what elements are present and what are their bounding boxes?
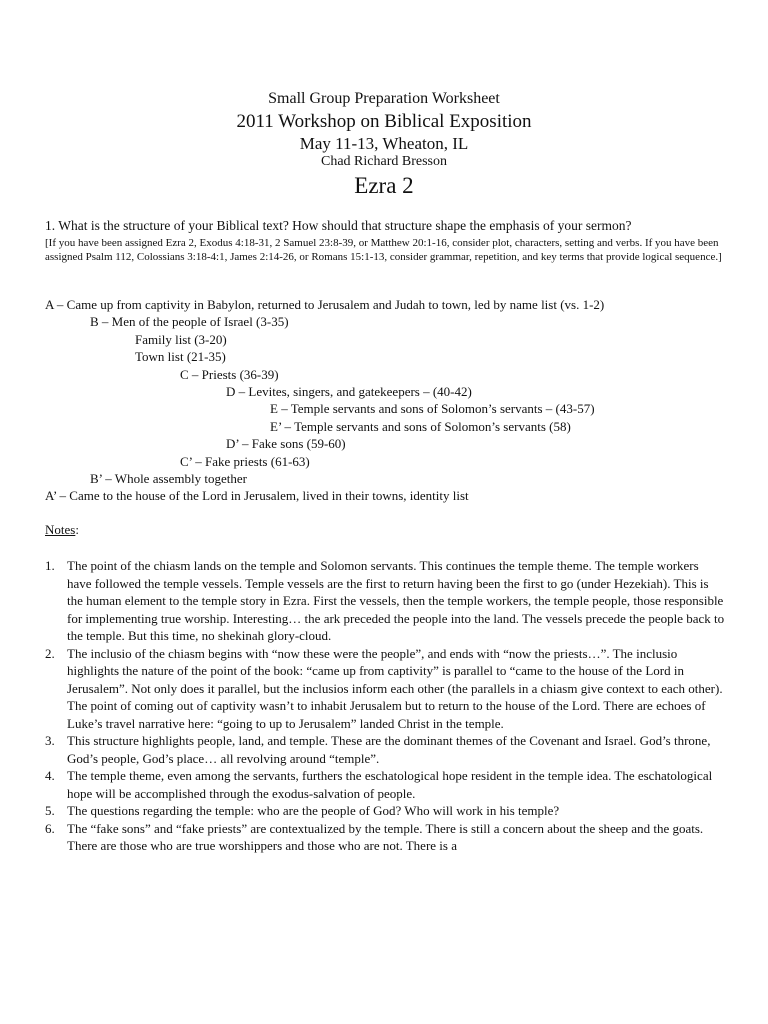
note-item: [45, 767, 725, 802]
chiasm-line: B – Men of the people of Israel (3-35): [90, 314, 289, 330]
chiasm-outline: [45, 296, 765, 505]
note-text: The questions regarding the temple: who are the people of God? Who will work in his temple?: [67, 803, 560, 818]
chiasm-line: E – Temple servants and sons of Solomon’s servants – (43-57): [270, 401, 595, 417]
workshop-date-location: May 11-13, Wheaton, IL: [299, 134, 469, 153]
note-item: [45, 557, 725, 645]
chiasm-line: Town list (21-35): [135, 349, 226, 365]
question-instructions: [If you have been assigned Ezra 2, Exodus 4:18-31, 2 Samuel 23:8-39, or Matthew 20:1-16, consider plot, characters, setting and verbs. If you have been assigned Psalm 112, Colossians 3:18-4:1, James 2:14-26, or Romans 15:1-13, consider grammar, repetition, and key terms that provide logical sequence.]: [45, 237, 722, 264]
author-name: Chad Richard Bresson: [321, 154, 447, 169]
note-text: The temple theme, even among the servants, furthers the eschatological hope resident in the temple idea. The eschatological hope will be accomplished through the exodus-salvation of people.: [67, 768, 713, 801]
chiasm-line: C’ – Fake priests (61-63): [180, 453, 310, 469]
chiasm-line: B’ – Whole assembly together: [90, 470, 247, 486]
note-item: [45, 732, 725, 767]
note-item: [45, 802, 725, 820]
note-number: 1.: [45, 558, 55, 573]
worksheet-title: Small Group Preparation Worksheet: [268, 90, 500, 107]
note-number: 6.: [45, 820, 55, 836]
chiasm-line: Family list (3-20): [135, 331, 227, 347]
question-heading: 1. What is the structure of your Biblical text? How should that structure shape the emphasis of your sermon?: [45, 218, 632, 233]
note-number: 5.: [45, 803, 55, 818]
chiasm-line: A – Came up from captivity in Babylon, returned to Jerusalem and Judah to town, led by name list (vs. 1-2): [45, 297, 605, 312]
chiasm-line: A’ – Came to the house of the Lord in Jerusalem, lived in their towns, identity list: [45, 488, 469, 504]
chiasm-line: D’ – Fake sons (59-60): [226, 436, 346, 452]
passage-title: Ezra 2: [354, 173, 414, 198]
note-item: [45, 645, 725, 733]
chiasm-line: D – Levites, singers, and gatekeepers – (40-42): [226, 383, 472, 399]
note-item: [45, 820, 725, 855]
note-text: The “fake sons” and “fake priests” are contextualized by the temple. There is still a concern about the sheep and the goats. There are those who are true worshippers and those who are not. There is a: [67, 820, 704, 853]
note-number: 4.: [45, 768, 55, 783]
chiasm-line: C – Priests (36-39): [180, 366, 279, 382]
notes-list: [45, 557, 725, 855]
note-number: 3.: [45, 733, 55, 748]
note-text: This structure highlights people, land, and temple. These are the dominant themes of the Covenant and Israel. God’s throne, God’s people, God’s place… all revolving around “temple”.: [67, 733, 711, 766]
workshop-title: 2011 Workshop on Biblical Exposition: [236, 111, 532, 132]
note-number: 2.: [45, 645, 55, 661]
notes-heading-label: Notes: [45, 522, 76, 537]
notes-heading: [45, 522, 79, 538]
notes-heading-colon: :: [75, 522, 79, 537]
note-text: The inclusio of the chiasm begins with “now these were the people”, and ends with “now the priests…”. The inclusio highlights the nature of the point of the book: “came up from captivity” is parallel to “came to the house of the Lord in Jerusalem”. Not only does it parallel, but the inclusios inform each other (the parallels in a chiasm give context to each other). The point of coming out of captivity wasn’t to inhabit Jerusalem but to return to the house of the Lord. There are echoes of Luke’s travel narrative here: “going to up to Jerusalem” landed Christ in the temple.: [67, 645, 723, 731]
chiasm-line: E’ – Temple servants and sons of Solomon’s servants (58): [270, 418, 571, 434]
note-text: The point of the chiasm lands on the temple and Solomon servants. This continues the temple theme. The temple workers have followed the temple vessels. Temple vessels are the first to return having been the first to go (under Hezekiah). This is the human element to the temple story in Ezra. First the vessels, then the temple workers, the temple people, those responsible for implementing true worship. Interesting… the ark preceded the people into the land. The vessels precede the people back to the temple. But this time, no shekinah glory-cloud.: [67, 558, 725, 643]
